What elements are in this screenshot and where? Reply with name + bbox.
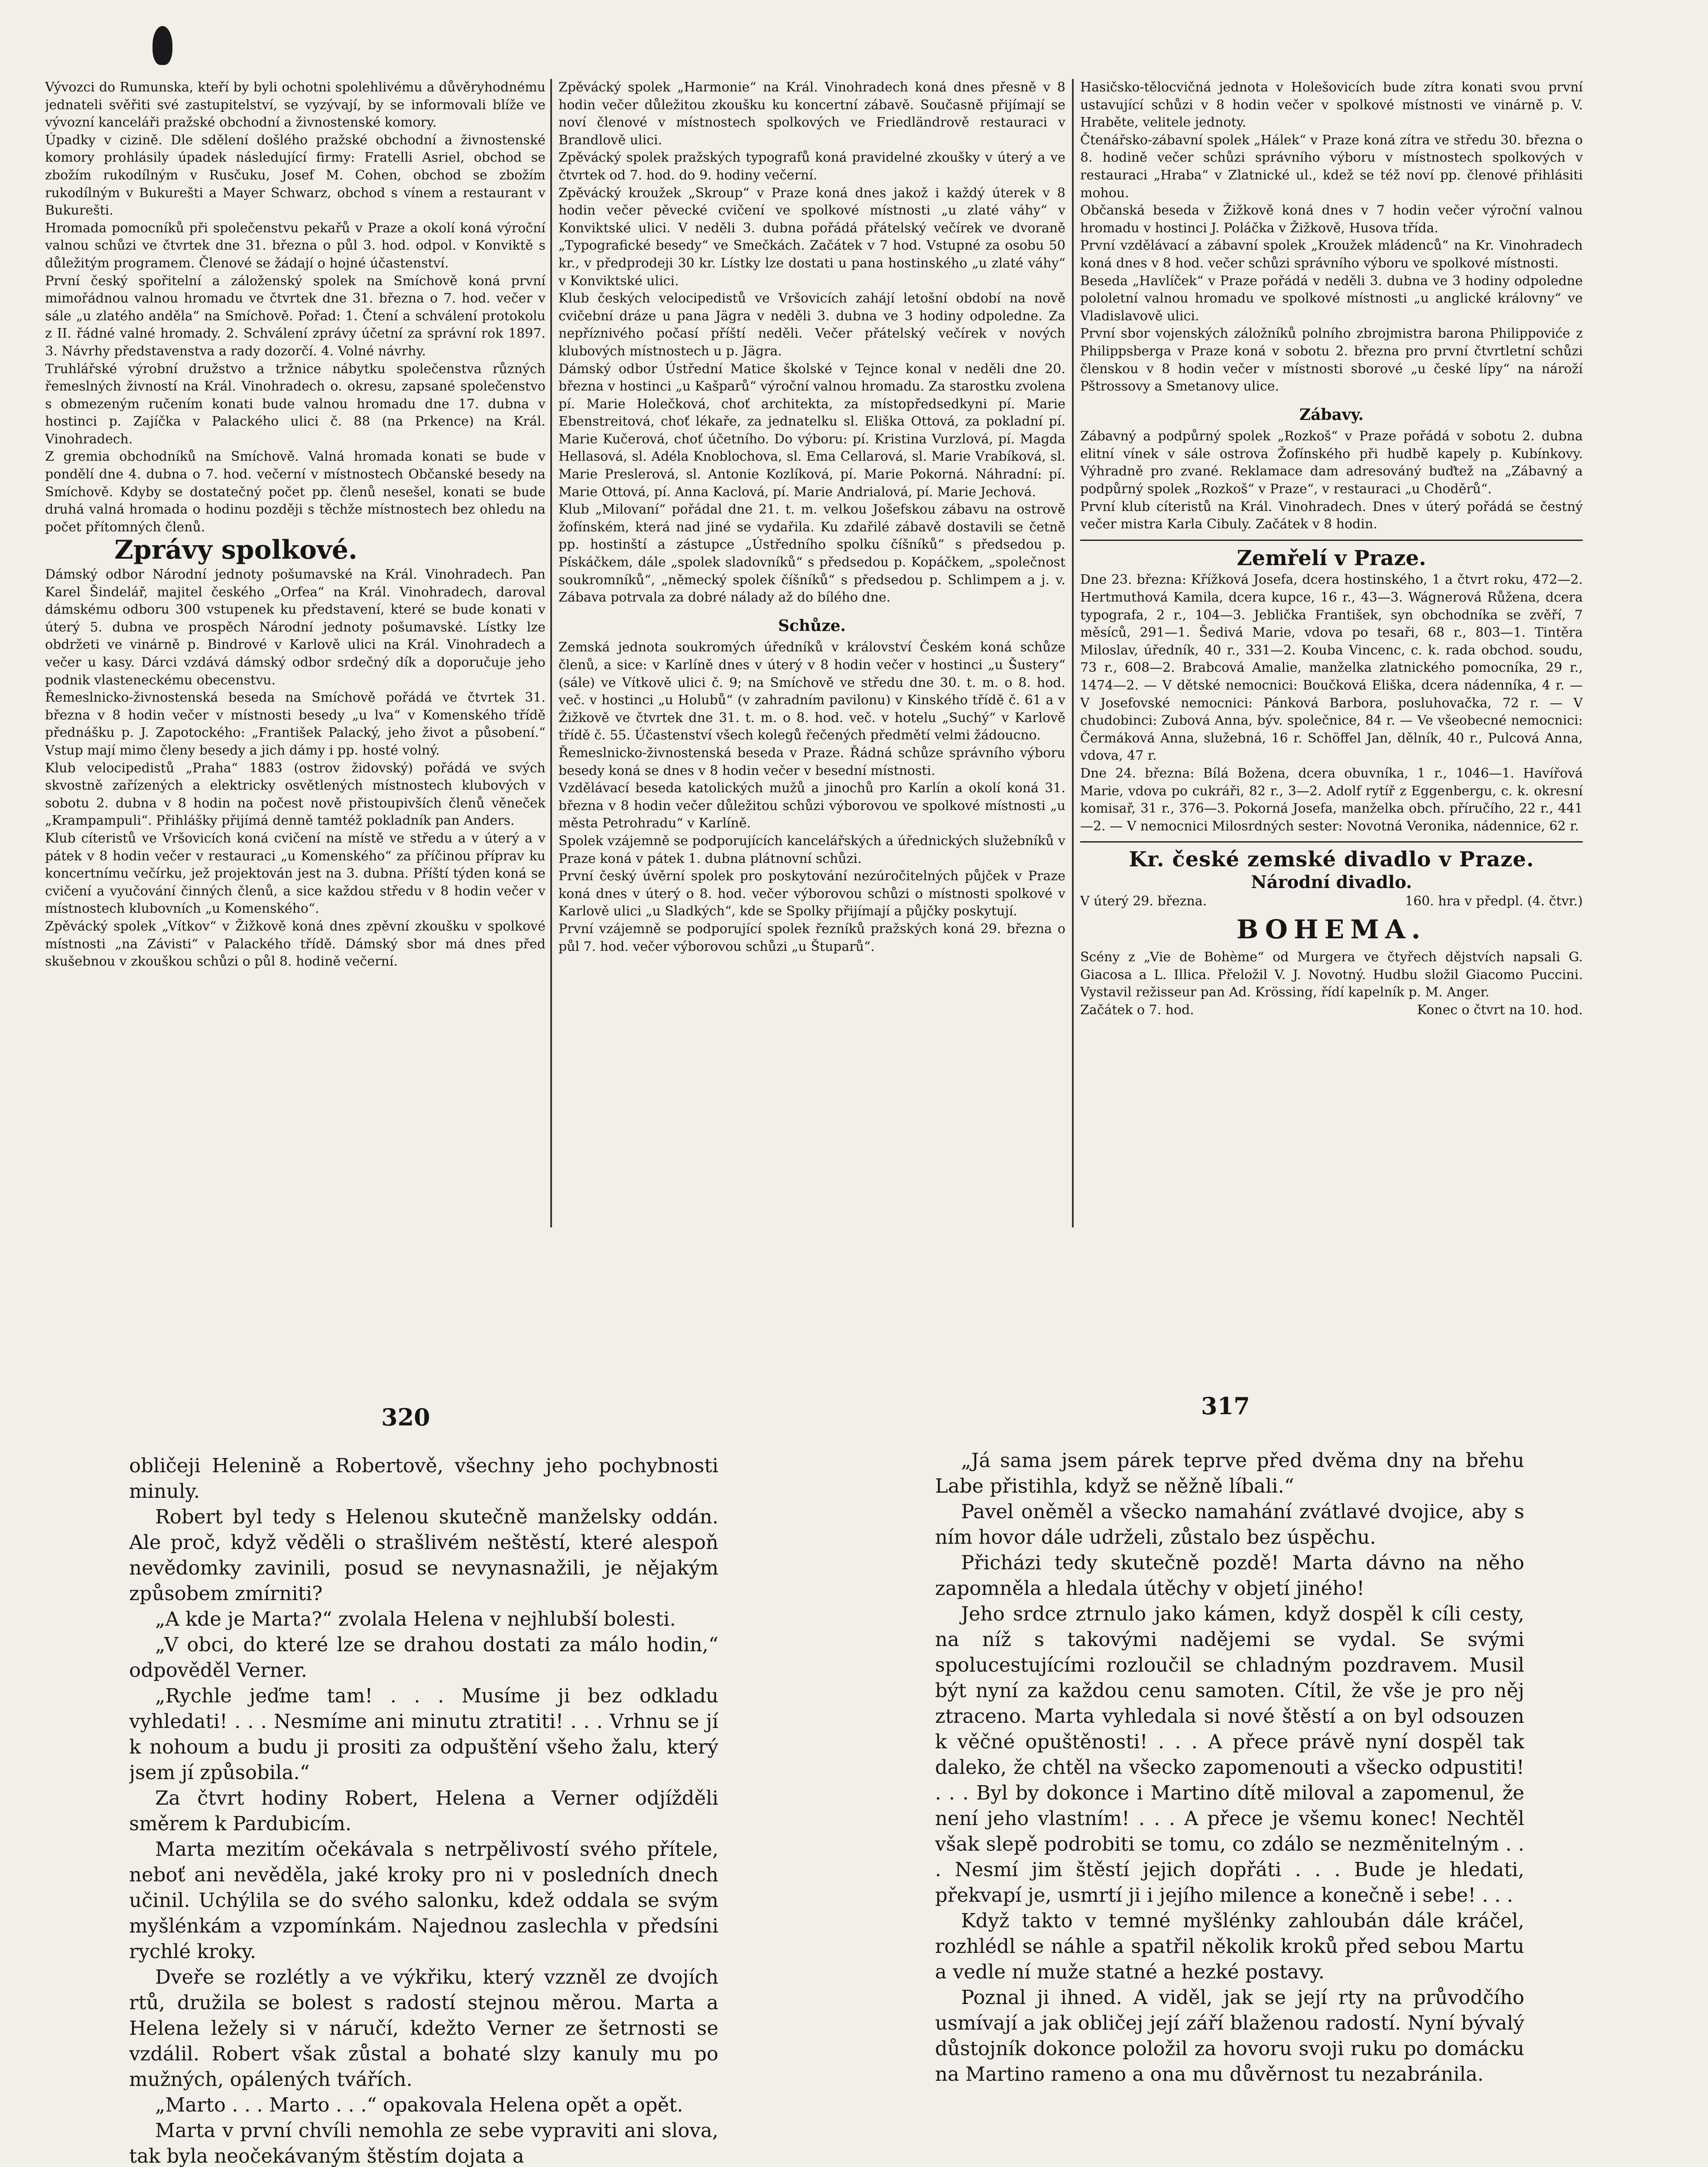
- notice: Zpěvácký spolek pražských typografů koná pravidelné zkoušky v úterý a ve čtvrtek od 7. hod. do 9. hodiny večerní.: [559, 150, 1065, 183]
- section-heading-entertainment: Zábavy.: [1299, 405, 1364, 424]
- novel-paragraph: Přicházi tedy skutečně pozdě! Marta dávno na něho zapomněla a hledala útěchy v objetí jiného!: [935, 1551, 1524, 1600]
- play-title: BOHEMA.: [1236, 914, 1427, 945]
- column-3: [1080, 79, 1583, 1232]
- novel-paragraph: Marta v první chvíli nemohla ze sebe vypraviti ani slova, tak byla neočekávaným štěstím dojata a: [129, 2119, 718, 2167]
- left-page-number: 320: [381, 1403, 430, 1431]
- divider: [1080, 841, 1583, 843]
- notice: Spolek vzájemně se podporujících kancelářských a úřednických služebníků v Praze koná v pátek 1. dubna plátnovní schůzi.: [559, 833, 1065, 866]
- divider: [1080, 540, 1583, 541]
- theatre-performance: 160. hra v předpl. (4. čtvr.): [1405, 894, 1583, 909]
- notice: Čtenářsko-zábavní spolek „Hálek“ v Praze koná zítra ve středu 30. března o 8. hodině večer schůzi správního výboru v místnostech spolkových v restauraci „Hraba“ v Zlatnické ul., kdež se též noví pp. členové přihlásiti mohou.: [1080, 132, 1583, 201]
- death-notice: Dne 23. března: Křížková Josefa, dcera hostinského, 1 a čtvrt roku, 472—2. Hertmuthová Kamila, dcera kupce, 16 r., 43—3. Wágnerová Růžena, dcera typografa, 2 r., 104—3. Jeblička František, syn obchodníka se zvěří, 7 měsíců, 291—1. Šedivá Marie, vdova po tesaři, 68 r., 803—1. Tintěra Miloslav, úředník, 40 r., 331—2. Kouba Vincenc, c. k. rada obchod. soudu, 73 r., 608—2. Brabcová Amalie, manželka zlatnického pomocníka, 29 r., 1474—2. — V dětské nemocnici: Boučková Eliška, dcera nádenníka, 4 r. — V Josefovské nemocnici: Pánková Barbora, posluhovačka, 72 r. — V chudobinci: Zubová Anna, býv. společnice, 84 r. — Ve všeobecné nemocnici: Čermáková Anna, služebná, 16 r. Schöffel Jan, dělník, 40 r., Pulcová Anna, vdova, 47 r.: [1080, 572, 1583, 764]
- novel-right-column: [935, 1448, 1524, 2167]
- column-1: [45, 79, 546, 1232]
- notice: Dámský odbor Ústřední Matice školské v Tejnce konal v neděli dne 20. března v hostinci „u Kašparů“ výroční valnou hromadu. Za starostku zvolena pí. Marie Holečková, choť architekta, za místopředsedkyni pí. Marie Ebenstreitová, choť lékaře, za jednatelku sl. Eliška Ottová, za pokladní pí. Marie Kučerová, choť účetního. Do výboru: pí. Kristina Vurzlová, pí. Magda Hellasová, sl. Adéla Knoblochova, sl. Ema Cellarová, sl. Marie Vrabíková, sl. Marie Preslerová, sl. Antonie Kozlíková, pí. Marie Pokorná. Náhradní: pí. Marie Ottová, pí. Anna Kaclová, pí. Marie Andrialová, pí. Marie Jechová.: [559, 361, 1065, 500]
- notice: Klub „Milovaní“ pořádal dne 21. t. m. velkou Jošefskou zábavu na ostrově žofínském, která nad jiné se vydařila. Ku zdařilé zábavě dostavili se četně pp. hostinští a zástupce „Ústředního spolku číšníků“ s předsedou p. Pískáčkem, dále „spolek sladovníků“ s předsedou p. Kopáčkem, „společnost soukromníků“, „německý spolek číšníků“ s předsedou p. Schlimpem a j. v. Zábava potrvala za dobré nálady až do bílého dne.: [559, 502, 1065, 605]
- notice: Klub velocipedistů „Praha“ 1883 (ostrov židovský) pořádá ve svých skvostně zařízených a elektricky osvětlených místnostech klubových v sobotu 2. dubna v 8 hodin na počest nově přistoupivších členů věneček „Krampampuli“. Přihlášky přijímá denně tamtéž pokladník pan Anders.: [45, 760, 546, 829]
- notice: Řemeslnicko-živnostenská beseda na Smíchově pořádá ve čtvrtek 31. března v 8 hodin večer v místnosti besedy „u lva“ v Komenského třídě přednášku p. J. Zapotockého: „František Palacký, jeho život a působení.“ Vstup mají mimo členy besedy a jich dámy i pp. hosté volný.: [45, 690, 546, 758]
- notice: Hasičsko-tělocvičná jednota v Holešovicích bude zítra konati svou první ustavující schůzi v 8 hodin večer v spolkové místnosti ve vinárně p. V. Hraběte, velitele jednoty.: [1080, 80, 1583, 130]
- theatre-end: Konec o čtvrt na 10. hod.: [1417, 1002, 1583, 1018]
- death-notice: Dne 24. března: Bílá Božena, dcera obuvníka, 1 r., 1046—1. Havířová Marie, vdova po cukráři, 82 r., 3—2. Adolf rytíř z Eggenbergu, c. k. okresní komisař, 31 r., 376—3. Pokorná Josefa, manželka obch. příručího, 22 r., 441—2. — V nemocnici Milosrdných sester: Novotná Veronika, nádennice, 62 r.: [1080, 765, 1583, 834]
- notice: Vzdělávací beseda katolických mužů a jinochů pro Karlín a okolí koná 31. března v 8 hodin večer důležitou schůzi výborovou ve spolkové místnosti „u města Petrohradu“ v Karlíně.: [559, 781, 1065, 831]
- notice: První vzájemně se podporující spolek řezníků pražských koná 29. března o půl 7. hod. večer výborovou schůzi „u Štuparů“.: [559, 921, 1065, 954]
- notice: Zpěvácký spolek „Harmonie“ na Král. Vinohradech koná dnes přesně v 8 hodin večer důležitou zkoušku ku koncertní zábavě. Současně přijímají se noví členové v místnostech spolkových ve Friedländrově restauraci v Brandlově ulici.: [559, 80, 1065, 148]
- notice: Řemeslnicko-živnostenská beseda v Praze. Řádná schůze správního výboru besedy koná se dnes v 8 hodin večer v besední místnosti.: [559, 745, 1065, 778]
- notice: Z gremia obchodníků na Smíchově. Valná hromada konati se bude v pondělí dne 4. dubna o 7. hod. večerní v místnostech Občanské besedy na Smíchově. Kdyby se dostatečný počet pp. členů nesešel, konati se bude druhá valná hromada o hodinu později s těchže místnostech bez ohledu na počet přítomných členů.: [45, 449, 546, 535]
- theatre-date-row: [1080, 893, 1583, 911]
- notice: První vzdělávací a zábavní spolek „Kroužek mládenců“ na Kr. Vinohradech koná dnes v 8 hod. večer schůzi správního výboru ve spolkové místnosti.: [1080, 238, 1583, 271]
- novel-paragraph: Za čtvrt hodiny Robert, Helena a Verner odjížděli směrem k Pardubicím.: [129, 1786, 718, 1835]
- notice: Hromada pomocníků při společenstvu pekařů v Praze a okolí koná výroční valnou schůzi ve čtvrtek dne 31. března o půl 3. hod. odpol. v Konviktě s důležitým programem. Členové se žádají o hojné účastenství.: [45, 220, 546, 271]
- novel-paragraph: Když takto v temné myšlénky zahloubán dále kráčel, rozhlédl se náhle a spatřil několik kroků před sebou Martu a vedle ní muže statné a hezké postavy.: [935, 1909, 1524, 1983]
- notice: Úpadky v cizině. Dle sdělení došlého pražské obchodní a živnostenské komory prohlásily úpadek následující firmy: Fratelli Asriel, obchod se zbožím rukodílným v Rusčuku, Josef M. Cohen, obchod se zbožím rukodílným v Bukurešti a Mayer Schwarz, obchod s vínem a restaurant v Bukurešti.: [45, 132, 546, 218]
- column-2: [559, 79, 1065, 1232]
- column-divider: [550, 79, 552, 1227]
- novel-paragraph: „Marto . . . Marto . . .“ opakovala Helena opět a opět.: [155, 2093, 683, 2116]
- notice: Zábavný a podpůrný spolek „Rozkoš“ v Praze pořádá v sobotu 2. dubna elitní vínek v sále ostrova Žofínského při hudbě kapely p. Kubínkovy. Výhradně pro zvané. Reklamace dam adresováný buďtež na „Zábavný a podpůrný spolek „Rozkoš“ v Praze“, v restauraci „u Choděrů“.: [1080, 429, 1583, 497]
- novel-paragraph: obličeji Helenině a Robertově, všechny jeho pochybnosti minuly.: [129, 1454, 718, 1503]
- notice: První sbor vojenských záložníků polního zbrojmistra barona Philippoviće z Philippsberga v Praze koná v sobotu 2. března pro první čtvrtletní schůzi členskou v 8 hodin večer v místnosti sborové „u české lípy“ na nároží Pštrossovy a Smetanovy ulice.: [1080, 326, 1583, 394]
- notice: První klub cíteristů na Král. Vinohradech. Dnes v úterý pořádá se čestný večer mistra Karla Cibuly. Začátek v 8 hodin.: [1080, 499, 1583, 532]
- novel-paragraph: „Já sama jsem párek teprve před dvěma dny na břehu Labe přistihla, když se něžně líbali.“: [935, 1449, 1524, 1497]
- notice: První český úvěrní spolek pro poskytování nezúročitelných půjček v Praze koná dnes v úterý o 8. hod. večer výborovou schůzi o místnosti spolkové v Karlově ulici „u Sladkých“, kde se Spolky přijímají a půjčky poskytují.: [559, 869, 1065, 919]
- right-page-number: 317: [1201, 1392, 1250, 1420]
- notice: Klub cíteristů ve Vršovicích koná cvičení na místě ve středu a v úterý a v pátek v 8 hodin večer v restauraci „u Komenského“ za příčinou příprav ku koncertnímu večírku, jež projektován jest na 3. dubna. Příští týden koná se cvičení a vyučování činných členů, a sice každou středu v 8 hodin večer v místnostech klubovních „u Komenského“.: [45, 830, 546, 917]
- novel-paragraph: „V obci, do které lze se drahou dostati za málo hodin,“ odpověděl Verner.: [129, 1633, 718, 1682]
- novel-paragraph: „Rychle jeďme tam! . . . Musíme ji bez odkladu vyhledati! . . . Nesmíme ani minutu ztratiti! . . . Vrhnu se jí k nohoum a budu ji prositi za odpuštění všeho žalu, který jsem jí způsobila.“: [129, 1684, 718, 1784]
- ink-blot: [153, 26, 172, 65]
- notice: Občanská beseda v Žižkově koná dnes v 7 hodin večer výroční valnou hromadu v hostinci J. Poláčka v Žižkově, Husova třída.: [1080, 203, 1583, 236]
- column-divider: [1072, 79, 1074, 1227]
- notice: Zpěvácký spolek „Vítkov“ v Žižkově koná dnes zpěvní zkoušku v spolkové místnosti „na Závisti“ v Palackého třídě. Dámský sbor má dnes před skušebnou v zkouškou schůzi o půl 8. hodině večerní.: [45, 918, 546, 970]
- theatre-subtitle: Národní divadlo.: [1251, 872, 1412, 893]
- theatre-times-row: [1080, 1002, 1583, 1019]
- novel-left-column: [129, 1453, 718, 2167]
- theatre-title: Kr. české zemské divadlo v Praze.: [1129, 847, 1534, 872]
- notice: Truhlářské výrobní družstvo a tržnice nábytku společenstva různých řemeslných živností na Král. Vinohradech o. okresu, zapsané společenstvo s obmezeným ručením konati bude valnou hromadu dne 17. dubna v hostinci p. Zajíčka v Palackého ulici č. 88 (na Prkence) na Král. Vinohradech.: [45, 361, 546, 447]
- theatre-start: Začátek o 7. hod.: [1080, 1002, 1194, 1018]
- play-description: Scény z „Vie de Bohème“ od Murgera ve čtyřech dějstvích napsali G. Giacosa a L. Illica. Přeložil V. J. Novotný. Hudbu složil Giacomo Puccini. Vystavil režisseur pan Ad. Krössing, řídí kapelník p. M. Anger.: [1080, 949, 1583, 1000]
- section-heading-meetings: Schůze.: [778, 616, 846, 635]
- novel-paragraph: Dveře se rozlétly a ve výkřiku, který vzzněl ze dvojích rtů, družila se bolest s radostí stejnou měrou. Marta a Helena ležely si v náručí, kdežto Verner ze šetrnosti se vzdálil. Robert však zůstal a bohaté slzy kanuly mu po mužných, opálených tvářích.: [129, 1965, 718, 2091]
- section-heading-club-news: Zprávy spolkové.: [114, 535, 357, 566]
- notice: Dámský odbor Národní jednoty pošumavské na Král. Vinohradech. Pan Karel Šindelář, majitel českého „Orfea“ na Král. Vinohradech, daroval dámskému odboru 300 vstupenek ku představení, které se bude konati v úterý 5. dubna ve prospěch Národní jednoty pošumavské. Lístky lze obdržeti ve vinárně p. Bindrové v Karlově ulici na Král. Vinohradech a večer u kasy. Dárci vzdává dámský odbor srdečný dík a doporučuje jeho podnik vlasteneckému obecenstvu.: [45, 567, 546, 688]
- novel-paragraph: „A kde je Marta?“ zvolala Helena v nejhlubší bolesti.: [155, 1607, 676, 1630]
- theatre-date: V úterý 29. března.: [1080, 894, 1207, 909]
- novel-paragraph: Poznal ji ihned. A viděl, jak se její rty na průvodčího usmívají a jak obličej její září blaženou radostí. Nyní bývalý důstojník dokonce položil za hovoru svoji ruku po domácku na Martino rameno a ona mu důvěrnost tu nezabránila.: [935, 1986, 1524, 2086]
- notice: Zemská jednota soukromých úředníků v království Českém koná schůze členů, a sice: v Karlíně dnes v úterý v 8 hodin večer v hostinci „u Šustery“ (sále) ve Vítkově ulici č. 9; na Smíchově ve středu dne 30. t. m. o 8. hod. več. v hostinci „u Holubů“ (v zahradním pavilonu) v Kinského třídě č. 61 a v Žižkově ve čtvrtek dne 31. t. m. o 8. hod. več. v hotelu „Suchý“ v Karlově třídě č. 55. Účastenství všech kolegů řečených předmětí velmi žádoucno.: [559, 640, 1065, 743]
- notice: První český spořitelní a záloženský spolek na Smíchově koná první mimořádnou valnou hromadu ve čtvrtek dne 31. března o 7. hod. večer v sále „u zlatého anděla“ na Smíchově. Pořad: 1. Čtení a schválení protokolu z II. řádné valné hromady. 2. Schválení zprávy účetní za správní rok 1897. 3. Návrhy představenstva a rady dozorčí. 4. Volné návrhy.: [45, 273, 546, 359]
- notice: Beseda „Havlíček“ v Praze pořádá v neděli 3. dubna ve 3 hodiny odpoledne pololetní valnou hromadu ve spolkové místnosti „u anglické královny“ ve Vladislavově ulici.: [1080, 273, 1583, 324]
- notice: Vývozci do Rumunska, kteří by byli ochotni spolehlivému a důvěryhodnému jednateli svěřiti své zastupitelství, se vyzývají, by se informovali blíže ve vývozní kanceláři pražské obchodní a živnostenské komory.: [45, 80, 546, 130]
- novel-paragraph: Jeho srdce ztrnulo jako kámen, když dospěl k cíli cesty, na níž s takovými nadějemi se vydal. Se svými spolucestujícími rozloučil se chladným pozdravem. Musil být nyní za každou cenu samoten. Cítil, že vše je pro něj ztraceno. Marta vyhledala si nové štěstí a on byl odsouzen k věčné opuštěnosti! . . . A přece právě nyní dospěl tak daleko, že chtěl na všecko zapomenouti a všecko odpustiti! . . . Byl by dokonce i Martino dítě miloval a zapomenul, že není jeho vlastním! . . . A přece je všemu konec! Nechtěl však slepě podrobiti se tomu, co zdálo se nezměnitelným . . . Nesmí jim štěstí jejich dopřáti . . . Bude je hledati, překvapí je, usmrtí ji i jejího milence a konečně i sebe! . . .: [935, 1602, 1524, 1907]
- novel-paragraph: Pavel oněměl a všecko namahání zvátlavé dvojice, aby s ním hovor dále udrželi, zůstalo bez úspěchu.: [935, 1500, 1524, 1549]
- novel-paragraph: Robert byl tedy s Helenou skutečně manželsky oddán. Ale proč, když věděli o strašlivém neštěstí, které alespoň nevědomky zavinili, posud se nevynasnažili, je nějakým způsobem zmírniti?: [129, 1505, 718, 1605]
- notice: Zpěvácký kroužek „Skroup“ v Praze koná dnes jakož i každý úterek v 8 hodin večer pěvecké cvičení ve spolkové místnosti „u zlaté váhy“ v Konviktské ulici. V neděli 3. dubna pořádá přátelský večírek ve dvoraně „Typografické besedy“ ve Smečkách. Začátek v 7 hod. Vstupné za osobu 50 kr., v předprodeji 30 kr. Lístky lze dostati u pana hostinského „u zlaté váhy“ v Konviktské ulici.: [559, 185, 1065, 289]
- notice: Klub českých velocipedistů ve Vršovicích zahájí letošní období na nově cvičební dráze u pana Jägra v neděli 3. dubna ve 3 hodiny odpoledne. Za nepříznivého počasí příští neděli. Večer přátelský večírek v nových klubových místnostech u p. Jägra.: [559, 291, 1065, 359]
- novel-paragraph: Marta mezitím očekávala s netrpělivostí svého přítele, neboť ani nevěděla, jaké kroky pro ni v posledních dnech učinil. Uchýlila se do svého salonku, kdež oddala se svým myšlénkám a vzpomínkám. Najednou zaslechla v předsíni rychlé kroky.: [129, 1838, 718, 1963]
- section-heading-deaths: Zemřelí v Praze.: [1237, 546, 1426, 570]
